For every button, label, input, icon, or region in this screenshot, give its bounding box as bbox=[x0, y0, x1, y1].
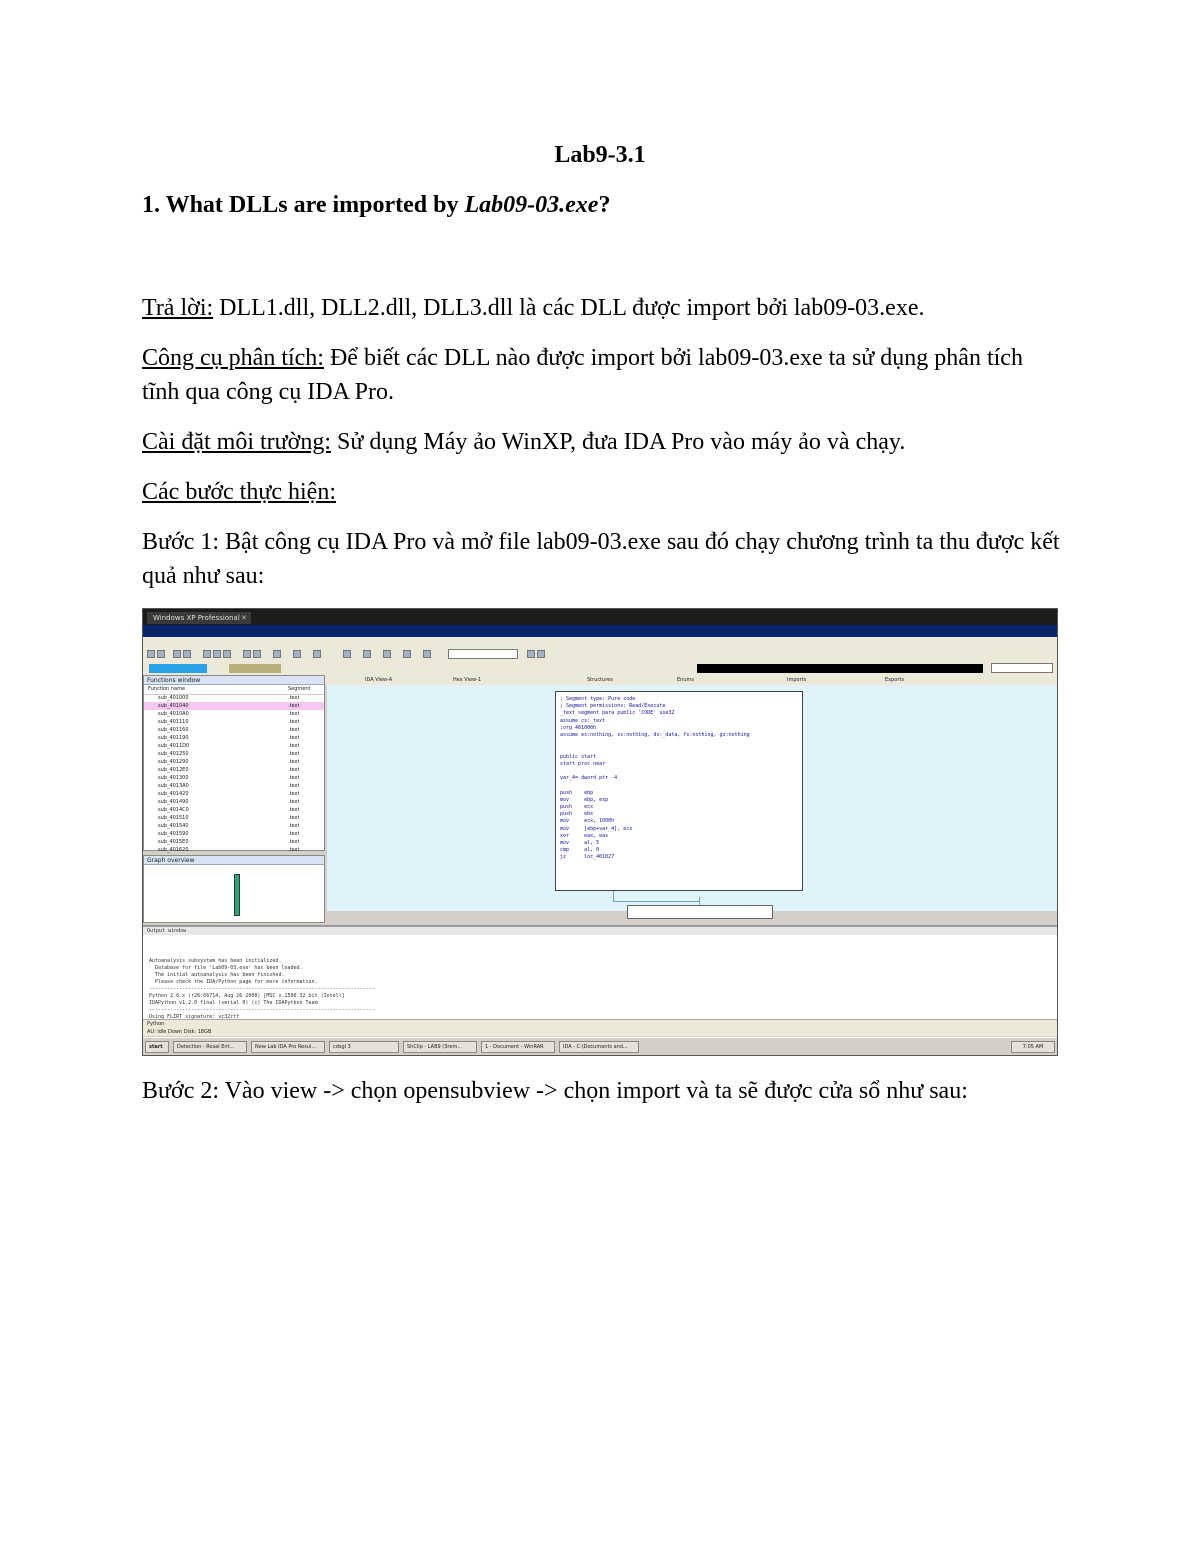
function-segment: .text bbox=[288, 799, 300, 805]
code-line: mov ebp, esp bbox=[560, 796, 609, 803]
taskbar-item[interactable]: New Lab IDA Pro Resul... bbox=[251, 1041, 325, 1053]
tab-ida-view[interactable]: IDA View-A bbox=[365, 677, 393, 683]
function-name: sub_401540 bbox=[158, 823, 189, 829]
functions-list bbox=[144, 694, 324, 854]
function-segment: .text bbox=[288, 727, 300, 733]
tool-icon[interactable] bbox=[363, 650, 371, 658]
navigation-band bbox=[143, 661, 1057, 675]
function-row[interactable] bbox=[144, 830, 324, 838]
function-row[interactable] bbox=[144, 838, 324, 846]
tool-icon[interactable] bbox=[243, 650, 251, 658]
tool-icon[interactable] bbox=[273, 650, 281, 658]
tool-icon[interactable] bbox=[403, 650, 411, 658]
step1-paragraph: Bước 1: Bật công cụ IDA Pro và mở file lab09-03.exe sau đó chạy chương trình ta thu được kết quả như sau: bbox=[142, 529, 1060, 589]
function-row[interactable] bbox=[144, 742, 324, 750]
answer-label: Trả lời: bbox=[142, 295, 214, 321]
function-segment: .text bbox=[288, 807, 300, 813]
function-row[interactable] bbox=[144, 734, 324, 742]
function-row[interactable] bbox=[144, 766, 324, 774]
env-paragraph bbox=[142, 425, 1062, 459]
tool-label: Công cụ phân tích: bbox=[142, 345, 324, 371]
functions-header: Functions window bbox=[144, 676, 324, 685]
page-title: Lab9-3.1 bbox=[554, 142, 646, 168]
nav-band-unexplored[interactable] bbox=[697, 664, 983, 673]
function-row[interactable] bbox=[144, 822, 324, 830]
graph-node-block[interactable] bbox=[627, 905, 773, 919]
function-name: sub_401290 bbox=[158, 759, 189, 765]
graph-overview bbox=[143, 855, 325, 923]
function-name: sub_401420 bbox=[158, 791, 189, 797]
code-line: ; Segment permissions: Read/Execute bbox=[560, 703, 666, 710]
function-name: sub_4014C0 bbox=[158, 807, 189, 813]
function-row[interactable] bbox=[144, 702, 324, 710]
taskbar-item[interactable]: cdsgl 3 bbox=[329, 1041, 399, 1053]
pause-icon[interactable] bbox=[537, 650, 545, 658]
function-row[interactable] bbox=[144, 806, 324, 814]
code-line bbox=[560, 739, 798, 746]
code-line: xor eax, eax bbox=[560, 832, 609, 839]
function-name: sub_4011D0 bbox=[158, 743, 190, 749]
function-row[interactable] bbox=[144, 710, 324, 718]
tool-icon[interactable] bbox=[423, 650, 431, 658]
nav-band-code[interactable] bbox=[149, 664, 207, 673]
function-row[interactable] bbox=[144, 750, 324, 758]
vm-tabbar bbox=[143, 609, 1057, 625]
function-name: sub_4015E0 bbox=[158, 839, 189, 845]
function-name: sub_4012E0 bbox=[158, 767, 189, 773]
graph-overview-header: Graph overview bbox=[144, 856, 324, 865]
code-line bbox=[560, 768, 798, 775]
vm-tab-label: Windows XP Professional bbox=[153, 614, 240, 622]
output-line: Database for file 'Lab09-03.exe' has been loaded. bbox=[149, 965, 303, 971]
taskbar-item[interactable]: Detection - Rosal Ent... bbox=[173, 1041, 247, 1053]
function-name: sub_4010A0 bbox=[158, 711, 189, 717]
code-line bbox=[560, 746, 798, 753]
step2-paragraph: Bước 2: Vào view -> chọn opensubview -> chọn import và ta sẽ được cửa sổ như sau: bbox=[142, 1078, 968, 1104]
code-line: ;org 401000h bbox=[560, 724, 597, 731]
function-name: sub_401040 bbox=[158, 703, 189, 709]
output-line: --------------------------------------------------------------------------- bbox=[149, 1007, 375, 1013]
ida-titlebar bbox=[143, 625, 1057, 637]
output-header: Output window bbox=[143, 927, 1057, 935]
tab-exports[interactable]: Exports bbox=[885, 677, 904, 683]
open-icon[interactable] bbox=[147, 650, 155, 658]
function-row[interactable] bbox=[144, 790, 324, 798]
tool-icon[interactable] bbox=[253, 650, 261, 658]
segment-column[interactable]: Segment bbox=[288, 686, 311, 692]
tool-icon[interactable] bbox=[343, 650, 351, 658]
tool-text: Để biết các DLL nào được import bởi lab09-03.exe ta sử dụng phân tích tĩnh qua công cụ IDA Pro. bbox=[142, 345, 1023, 405]
code-line: push ebx bbox=[560, 811, 594, 818]
function-name: sub_401110 bbox=[158, 719, 189, 725]
code-line: mov al, 5 bbox=[560, 840, 600, 847]
graph-edge bbox=[613, 891, 614, 901]
output-line: IDAPython v1.2.0 final (serial 0) (c) The IDAPython Team bbox=[149, 1000, 318, 1006]
view-tabs bbox=[325, 675, 1057, 685]
question-file: Lab09-03.exe bbox=[464, 192, 599, 218]
function-name: sub_401250 bbox=[158, 751, 189, 757]
function-segment: .text bbox=[288, 759, 300, 765]
code-line: var_4= dword ptr -4 bbox=[560, 775, 618, 782]
code-line: mov ecx, 1000h bbox=[560, 818, 615, 825]
vm-tab[interactable] bbox=[147, 612, 251, 624]
question-suffix: ? bbox=[598, 192, 611, 218]
function-segment: .text bbox=[288, 815, 300, 821]
function-name: sub_401510 bbox=[158, 815, 189, 821]
disassembly-block[interactable] bbox=[555, 691, 803, 891]
function-name: sub_401190 bbox=[158, 735, 189, 741]
output-line: Using FLIRT signature: vc32rtf bbox=[149, 1014, 240, 1019]
code-line: assume es:nothing, ss:nothing, ds:_data, fs:nothing, gs:nothing bbox=[560, 732, 750, 739]
tool-icon[interactable] bbox=[213, 650, 221, 658]
status-bar: AU: idle Down Disk: 18GB bbox=[143, 1028, 1057, 1036]
function-row[interactable] bbox=[144, 782, 324, 790]
steps-paragraph bbox=[142, 475, 1062, 509]
graph-overview-node[interactable] bbox=[234, 874, 240, 916]
output-line: Python 2.6.x (r26:66714, Aug 26 2008) [MSC v.1500 32 bit (Intel)] bbox=[149, 993, 345, 999]
code-line: push ebp bbox=[560, 789, 594, 796]
function-segment: .text bbox=[288, 847, 300, 853]
function-name: sub_401300 bbox=[158, 775, 189, 781]
code-line bbox=[560, 782, 798, 789]
nav-dropdown[interactable] bbox=[991, 663, 1053, 673]
function-name: sub_401000 bbox=[158, 695, 189, 701]
function-segment: .text bbox=[288, 791, 300, 797]
function-segment: .text bbox=[288, 823, 300, 829]
debugger-select[interactable] bbox=[448, 649, 518, 659]
function-name: sub_401160 bbox=[158, 727, 189, 733]
taskbar-item[interactable]: ShClip - LAB9 (3rem... bbox=[403, 1041, 477, 1053]
tab-enums[interactable]: Enums bbox=[677, 677, 694, 683]
graph-edge bbox=[613, 901, 699, 902]
function-name: sub_4013A0 bbox=[158, 783, 189, 789]
function-segment: .text bbox=[288, 831, 300, 837]
function-row[interactable] bbox=[144, 726, 324, 734]
function-name: sub_401590 bbox=[158, 831, 189, 837]
function-row[interactable] bbox=[144, 846, 324, 854]
save-icon[interactable] bbox=[157, 650, 165, 658]
function-segment: .text bbox=[288, 767, 300, 773]
answer-paragraph bbox=[142, 291, 1062, 325]
python-command-bar[interactable]: Python bbox=[143, 1019, 1057, 1028]
output-line: The initial autoanalysis has been finished. bbox=[149, 972, 285, 978]
function-segment: .text bbox=[288, 839, 300, 845]
menubar bbox=[143, 637, 1057, 647]
code-line: push ecx bbox=[560, 804, 594, 811]
code-line: ; Segment type: Pure code bbox=[560, 696, 636, 702]
back-icon[interactable] bbox=[173, 650, 181, 658]
ida-screenshot bbox=[142, 608, 1058, 1056]
code-line: jz loc_401027 bbox=[560, 854, 615, 861]
clock: 7:05 AM bbox=[1011, 1041, 1055, 1053]
code-line: cmp al, 0 bbox=[560, 847, 600, 854]
function-segment: .text bbox=[288, 743, 300, 749]
start-button[interactable]: start bbox=[145, 1041, 169, 1053]
output-line: --------------------------------------------------------------------------- bbox=[149, 986, 375, 992]
play-icon[interactable] bbox=[527, 650, 535, 658]
function-name: sub_401490 bbox=[158, 799, 189, 805]
question-heading bbox=[142, 192, 610, 219]
output-window bbox=[143, 925, 1057, 1019]
code-line: start proc near bbox=[560, 760, 606, 767]
function-segment: .text bbox=[288, 703, 300, 709]
tool-icon[interactable] bbox=[203, 650, 211, 658]
steps-label: Các bước thực hiện: bbox=[142, 479, 336, 505]
tool-icon[interactable] bbox=[383, 650, 391, 658]
tool-paragraph bbox=[142, 341, 1062, 409]
functions-window bbox=[143, 675, 325, 851]
function-row[interactable] bbox=[144, 718, 324, 726]
code-line: public start bbox=[560, 753, 597, 760]
tab-hex-view[interactable]: Hex View-1 bbox=[453, 677, 482, 683]
function-row[interactable] bbox=[144, 694, 324, 702]
tool-icon[interactable] bbox=[223, 650, 231, 658]
output-line: Autoanalysis subsystem has been initialized. bbox=[149, 958, 282, 964]
function-segment: .text bbox=[288, 775, 300, 781]
question-prefix: 1. What DLLs are imported by bbox=[142, 192, 465, 218]
function-segment: .text bbox=[288, 711, 300, 717]
forward-icon[interactable] bbox=[183, 650, 191, 658]
function-row[interactable] bbox=[144, 774, 324, 782]
code-line: _text segment para public 'CODE' use32 bbox=[560, 710, 675, 717]
function-segment: .text bbox=[288, 719, 300, 725]
tool-icon[interactable] bbox=[293, 650, 301, 658]
answer-text: DLL1.dll, DLL2.dll, DLL3.dll là các DLL được import bởi lab09-03.exe. bbox=[213, 295, 925, 321]
taskbar-item[interactable]: 1 - Document - WinRAR bbox=[481, 1041, 555, 1053]
close-icon[interactable]: ✕ bbox=[241, 614, 247, 622]
function-row[interactable] bbox=[144, 758, 324, 766]
env-label: Cài đặt môi trường: bbox=[142, 429, 332, 455]
function-row[interactable] bbox=[144, 814, 324, 822]
nav-band-data[interactable] bbox=[229, 664, 281, 673]
function-row[interactable] bbox=[144, 798, 324, 806]
function-segment: .text bbox=[288, 783, 300, 789]
tab-structures[interactable]: Structures bbox=[587, 677, 613, 683]
function-segment: .text bbox=[288, 695, 300, 701]
tool-icon[interactable] bbox=[313, 650, 321, 658]
function-name: sub_401620 bbox=[158, 847, 189, 853]
function-name-column[interactable]: Function name bbox=[148, 686, 186, 692]
windows-taskbar bbox=[143, 1037, 1057, 1056]
code-line: assume cs:_text bbox=[560, 717, 606, 724]
graph-edge bbox=[699, 897, 700, 905]
output-line: Please check the IDA/Python page for more information. bbox=[149, 979, 318, 985]
tab-imports[interactable]: Imports bbox=[787, 677, 807, 683]
env-text: Sử dụng Máy ảo WinXP, đưa IDA Pro vào máy ảo và chạy. bbox=[331, 429, 906, 455]
code-line: mov [ebp+var_4], ecx bbox=[560, 825, 633, 832]
toolbar bbox=[143, 647, 1057, 662]
function-segment: .text bbox=[288, 735, 300, 741]
function-segment: .text bbox=[288, 751, 300, 757]
taskbar-item[interactable]: IDA - C:\Documents and... bbox=[559, 1041, 639, 1053]
